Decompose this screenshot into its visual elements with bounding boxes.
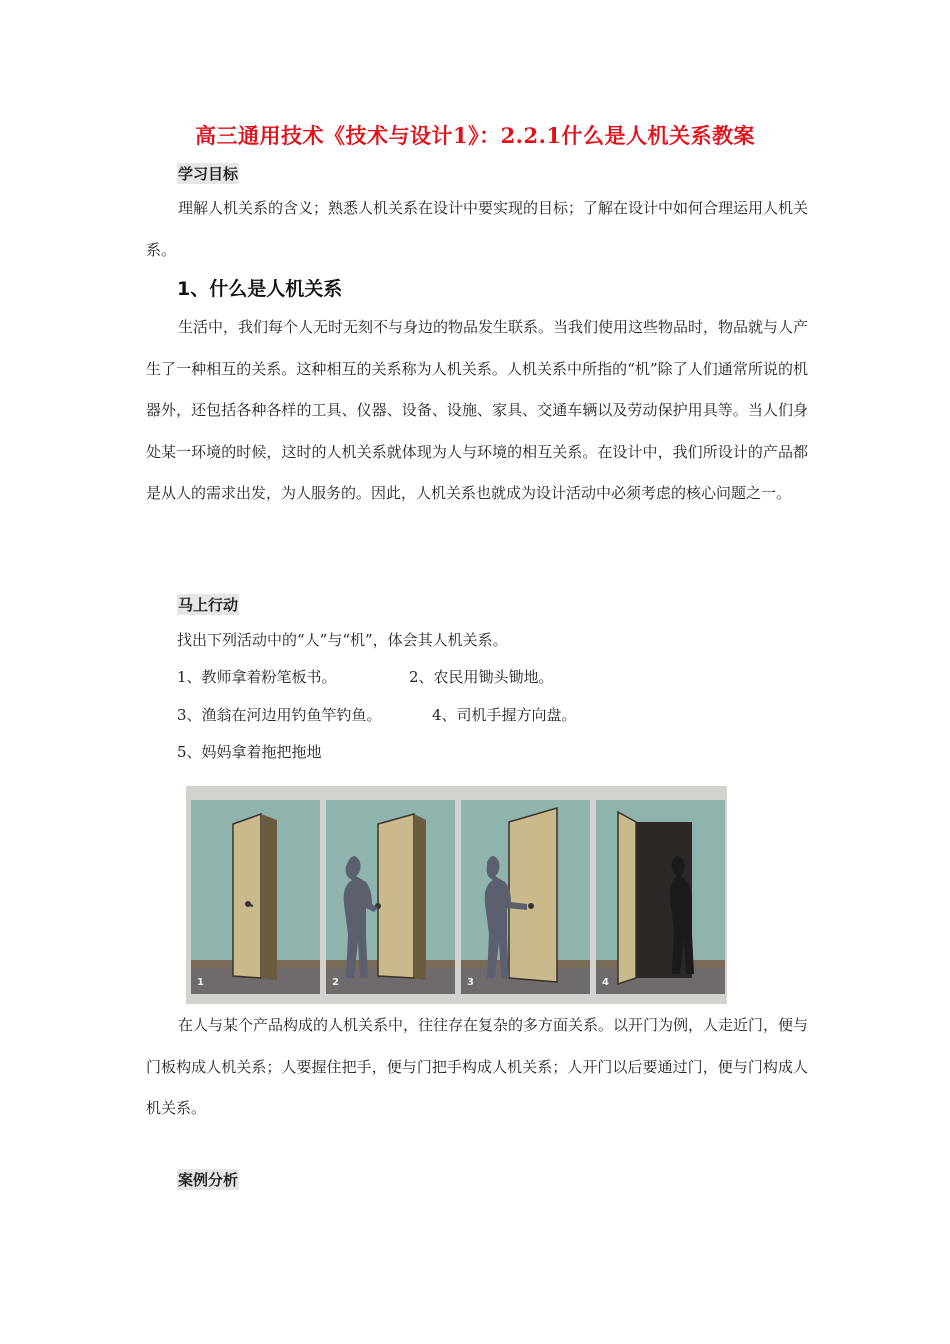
panel-number-3: 3 (467, 977, 474, 988)
panel-number-1: 1 (197, 977, 204, 988)
section1-text: 生活中，我们每个人无时无刻不与身边的物品发生联系。当我们使用这些物品时，物品就与人产生了一种相互的关系。这种相互的关系称为人机关系。人机关系中所指的“机”除了人们通常所说的机器外，还包括各种各样的工具、仪器、设备、设施、家具、交通车辆以及劳动保护用具等。当人们身处某一环境的时候，这时的人机关系就体现为人与环境的相互关系。在设计中，我们所设计的产品都是从人的需求出发，为人服务的。因此，人机关系也就成为设计活动中必须考虑的核心问题之一。 (146, 318, 809, 502)
door-panel-4 (596, 800, 725, 994)
door-illustration (186, 786, 727, 1004)
action-intro: 找出下列活动中的“人”与“机”，体会其人机关系。 (177, 631, 508, 649)
door-panel-1 (191, 800, 320, 994)
door-example-text: 在人与某个产品构成的人机关系中，往往存在复杂的多方面关系。以开门为例，人走近门，便与门板构成人机关系；人要握住把手，便与门把手构成人机关系；人开门以后要通过门，便与门构成人机关系。 (146, 1016, 809, 1117)
door-panel-3 (461, 800, 590, 994)
action-item-2: 2、农民用锄头锄地。 (409, 668, 554, 686)
learning-goal-text: 理解人机关系的含义；熟悉人机关系在设计中要实现的目标；了解在设计中如何合理运用人机关系。 (146, 199, 809, 259)
page-title: 高三通用技术《技术与设计1》：2.2.1什么是人机关系教案 (194, 123, 756, 148)
section1-heading: 1、什么是人机关系 (177, 278, 343, 300)
action-item-5: 5、妈妈拿着拖把拖地 (177, 743, 322, 761)
panel-number-2: 2 (332, 977, 339, 988)
learning-goal-heading: 学习目标 (178, 165, 239, 183)
panel-number-4: 4 (602, 977, 609, 988)
action-item-4: 4、司机手握方向盘。 (432, 706, 577, 724)
case-heading: 案例分析 (178, 1171, 239, 1189)
door-panel-2 (326, 800, 455, 994)
action-item-1: 1、教师拿着粉笔板书。 (177, 668, 337, 686)
action-item-3: 3、渔翁在河边用钓鱼竿钓鱼。 (177, 706, 382, 724)
action-heading: 马上行动 (178, 596, 239, 614)
